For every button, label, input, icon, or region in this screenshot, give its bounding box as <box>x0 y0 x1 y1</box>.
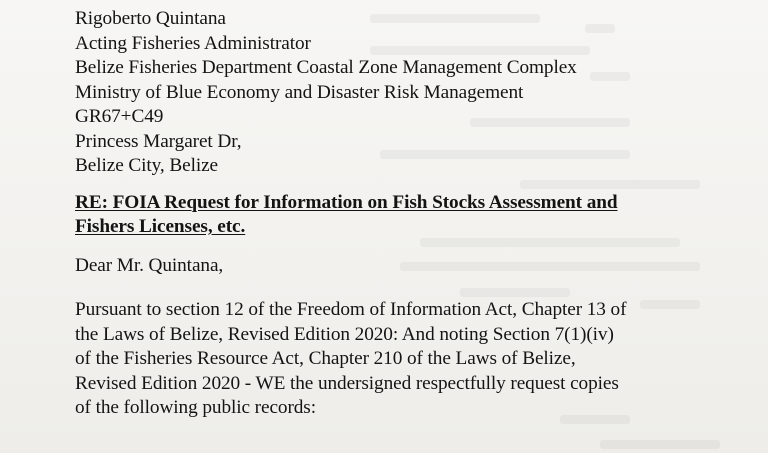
recipient-title: Acting Fisheries Administrator <box>75 32 311 54</box>
recipient-plus-code: GR67+C49 <box>75 106 164 127</box>
body-line: Pursuant to section 12 of the Freedom of Information Act, Chapter 13 of <box>75 299 627 320</box>
body-line: of the following public records: <box>75 397 316 418</box>
body-line: of the Fisheries Resource Act, Chapter 210 of the Laws of Belize, <box>75 348 576 369</box>
body-paragraph <box>75 298 755 421</box>
body-line: Revised Edition 2020 - WE the undersigned respectfully request copies <box>75 372 619 394</box>
subject-line-2: Fishers Licenses, etc. <box>75 216 246 237</box>
recipient-ministry: Ministry of Blue Economy and Disaster Risk Management <box>75 81 524 103</box>
recipient-department: Belize Fisheries Department Coastal Zone Management Complex <box>75 57 577 78</box>
recipient-address-block <box>75 7 755 179</box>
recipient-street: Princess Margaret Dr, <box>75 130 242 152</box>
body-line: the Laws of Belize, Revised Edition 2020: And noting Section 7(1)(iv) <box>75 323 614 345</box>
letter-content <box>75 7 755 421</box>
recipient-name: Rigoberto Quintana <box>75 8 226 29</box>
subject-line <box>75 191 755 240</box>
recipient-city: Belize City, Belize <box>75 155 219 176</box>
salutation: Dear Mr. Quintana, <box>75 254 224 276</box>
subject-line-1: RE: FOIA Request for Information on Fish Stocks Assessment and <box>75 191 618 213</box>
